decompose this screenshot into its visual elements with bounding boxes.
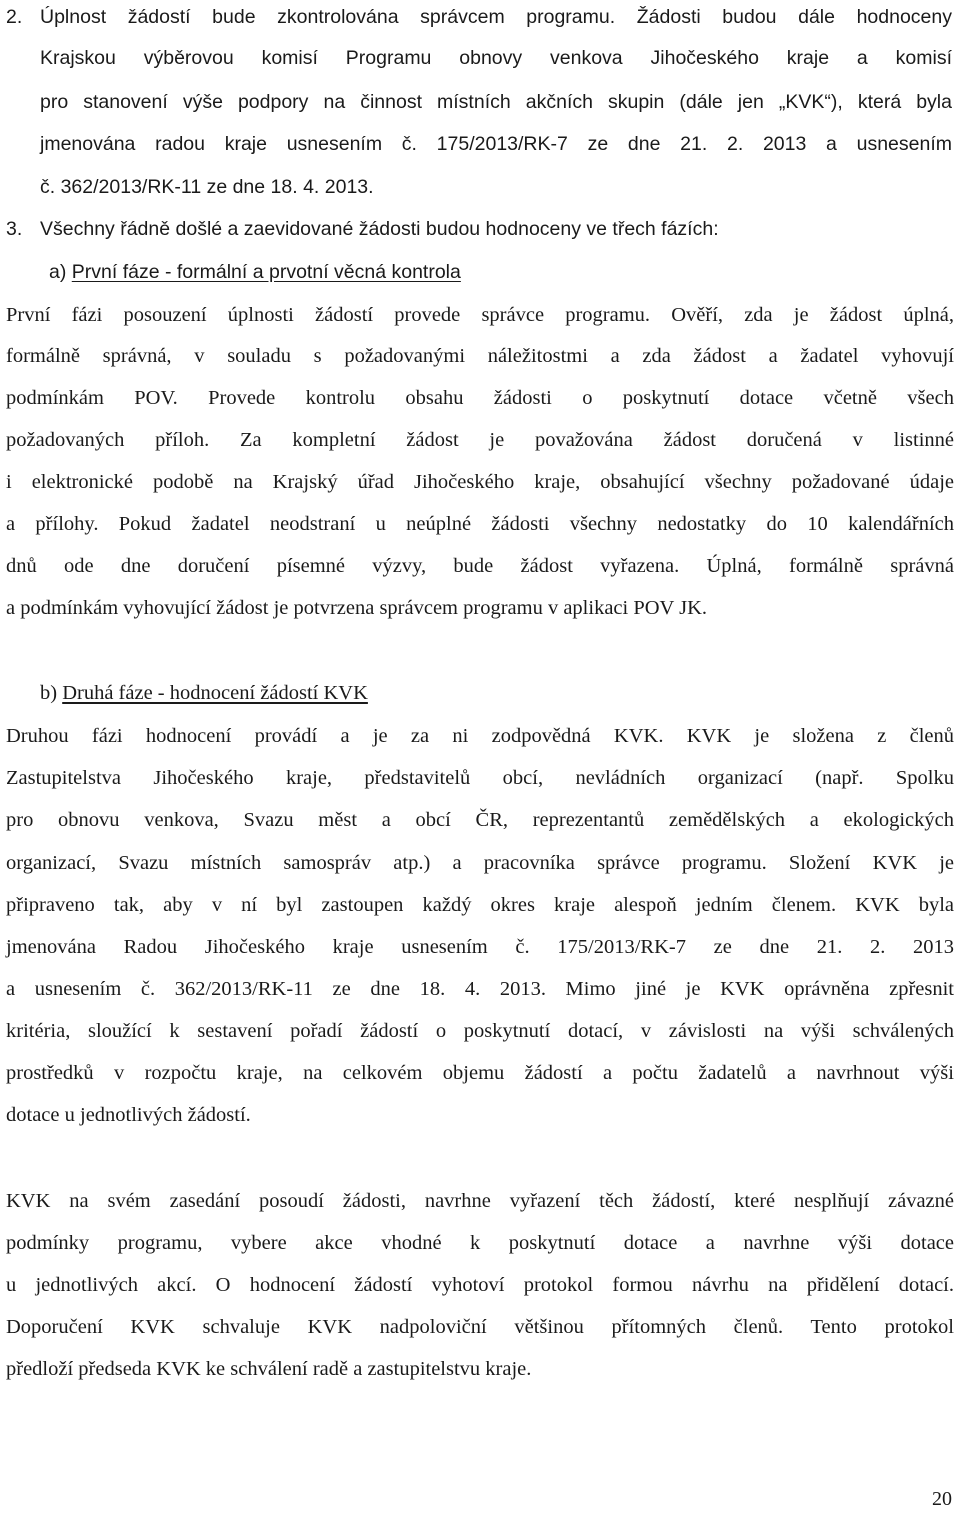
- item-2-number: 2.: [6, 6, 23, 28]
- phase-a-line-8: a podmínkám vyhovující žádost je potvrzena správcem programu v aplikaci POV JK.: [6, 597, 708, 619]
- item-2-line-3: pro stanovení výše podpory na činnost místních akčních skupin (dále jen „KVK“), která byla: [40, 91, 952, 113]
- phase-a-line-2: formálně správná, v souladu s požadovanými náležitostmi a zda žádost a žadatel vyhovují: [6, 345, 954, 367]
- phase-a-heading: [49, 259, 954, 285]
- phase-a-title: První fáze - formální a prvotní věcná kontrola: [71, 261, 461, 283]
- final-line-3: u jednotlivých akcí. O hodnocení žádostí vyhotoví protokol formou návrhu na přidělení dotací.: [6, 1274, 954, 1296]
- item-2-line-4: jmenována radou kraje usnesením č. 175/2013/RK-7 ze dne 21. 2. 2013 a usnesením: [40, 133, 952, 155]
- phase-a-line-3: podmínkám POV. Provede kontrolu obsahu žádosti o poskytnutí dotace včetně všech: [6, 387, 954, 409]
- item-3-text: Všechny řádně došlé a zaevidované žádosti budou hodnoceny ve třech fázích:: [40, 218, 719, 240]
- phase-b-line-4: organizací, Svazu místních samospráv atp.) a pracovníka správce programu. Složení KVK je: [6, 852, 954, 874]
- phase-b-line-8: kritéria, sloužící k sestavení pořadí žádostí o poskytnutí dotací, v závislosti na výši schválených: [6, 1020, 954, 1042]
- phase-b-line-2: Zastupitelstva Jihočeského kraje, představitelů obcí, nevládních organizací (např. Spolku: [6, 767, 954, 789]
- final-line-5: předloží předseda KVK ke schválení radě a zastupitelstvu kraje.: [6, 1358, 532, 1380]
- phase-b-line-9: prostředků v rozpočtu kraje, na celkovém objemu žádostí a počtu žadatelů a navrhnout výši: [6, 1062, 954, 1084]
- phase-b-line-6: jmenována Radou Jihočeského kraje usnesením č. 175/2013/RK-7 ze dne 21. 2. 2013: [6, 936, 954, 958]
- phase-b-line-7: a usnesením č. 362/2013/RK-11 ze dne 18. 4. 2013. Mimo jiné je KVK oprávněna zpřesnit: [6, 978, 954, 1000]
- page-number: 20: [932, 1488, 952, 1510]
- item-2-line-5: č. 362/2013/RK-11 ze dne 18. 4. 2013.: [40, 176, 374, 198]
- phase-a-line-6: a přílohy. Pokud žadatel neodstraní u neúplné žádosti všechny nedostatky do 10 kalendářních: [6, 513, 954, 535]
- phase-b-line-3: pro obnovu venkova, Svazu měst a obcí ČR, reprezentantů zemědělských a ekologických: [6, 809, 954, 831]
- phase-a-line-4: požadovaných příloh. Za kompletní žádost je považována žádost doručená v listinné: [6, 429, 954, 451]
- phase-a-line-5: i elektronické podobě na Krajský úřad Jihočeského kraje, obsahující všechny požadované údaje: [6, 471, 954, 493]
- phase-b-line-10: dotace u jednotlivých žádostí.: [6, 1104, 251, 1126]
- phase-b-label: b): [40, 682, 58, 704]
- phase-b-line-1: Druhou fázi hodnocení provádí a je za ni zodpovědná KVK. KVK je složena z členů: [6, 725, 954, 747]
- phase-a-line-7: dnů ode dne doručení písemné výzvy, bude žádost vyřazena. Úplná, formálně správná: [6, 555, 954, 577]
- item-2-line-2: Krajskou výběrovou komisí Programu obnovy venkova Jihočeského kraje a komisí: [40, 47, 952, 69]
- phase-a-label: a): [49, 261, 67, 283]
- phase-b-heading: [40, 680, 954, 706]
- phase-a-line-1: První fázi posouzení úplnosti žádostí provede správce programu. Ověří, zda je žádost úplná,: [6, 304, 954, 326]
- final-line-2: podmínky programu, vybere akce vhodné k poskytnutí dotace a navrhne výši dotace: [6, 1232, 954, 1254]
- item-3-number: 3.: [6, 218, 23, 240]
- final-line-4: Doporučení KVK schvaluje KVK nadpoloviční většinou přítomných členů. Tento protokol: [6, 1316, 954, 1338]
- phase-b-title: Druhá fáze - hodnocení žádostí KVK: [62, 682, 368, 704]
- item-2-line-1: Úplnost žádostí bude zkontrolována správcem programu. Žádosti budou dále hodnoceny: [40, 6, 952, 28]
- phase-b-line-5: připraveno tak, aby v ní byl zastoupen každý okres kraje alespoň jedním členem. KVK byla: [6, 894, 954, 916]
- final-line-1: KVK na svém zasedání posoudí žádosti, navrhne vyřazení těch žádostí, které nesplňují závazné: [6, 1190, 954, 1212]
